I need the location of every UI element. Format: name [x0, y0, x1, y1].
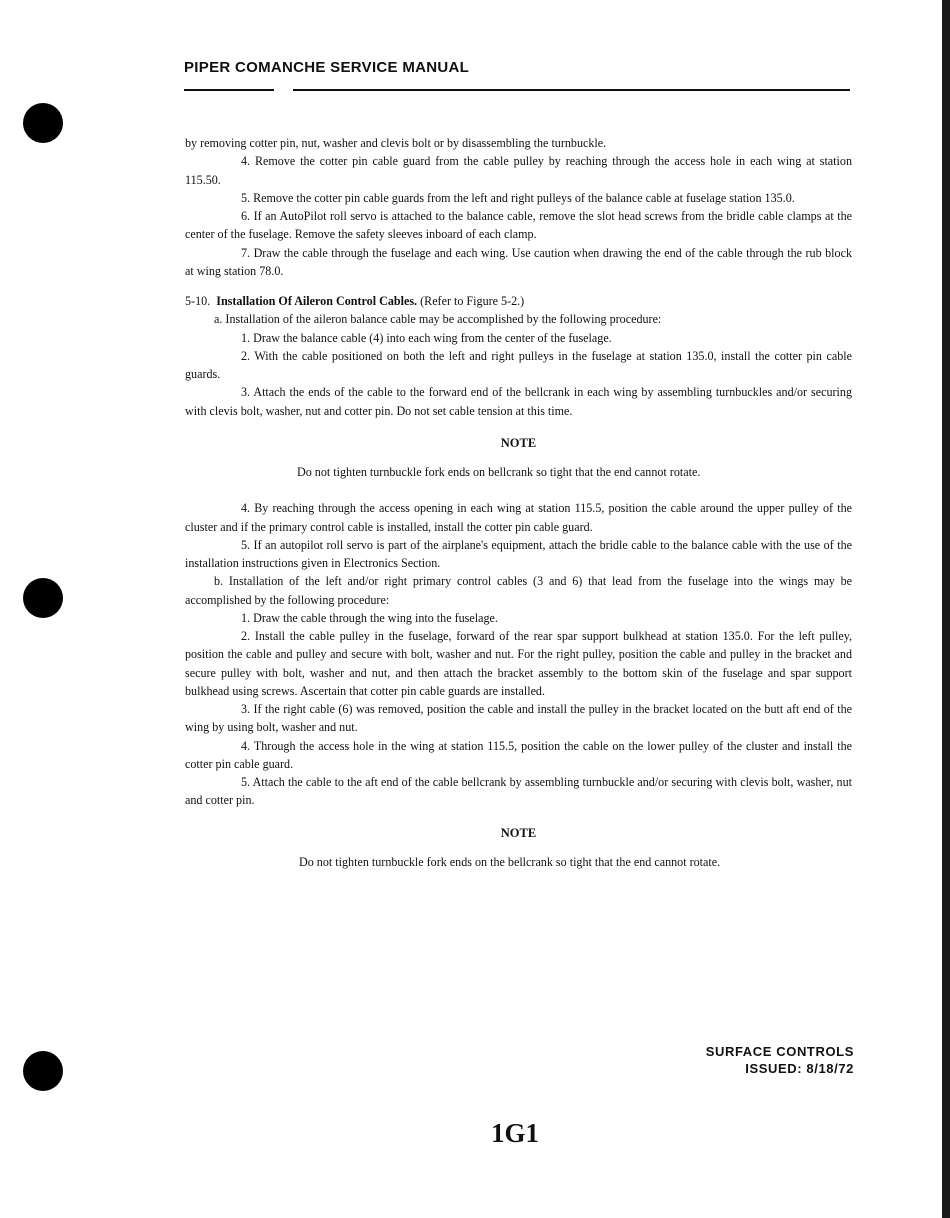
page-body	[185, 134, 852, 871]
procedure-a-step-5: 5. If an autopilot roll servo is part of the airplane's equipment, attach the bridle cable to the balance cable with the use of the installation instructions given in Electronics Section.	[185, 537, 852, 570]
section-heading	[185, 292, 852, 310]
paragraph-continuation: by removing cotter pin, nut, washer and clevis bolt or by disassembling the turnbuckle.	[185, 136, 607, 150]
procedure-a-step-4: 4. By reaching through the access opening in each wing at station 115.5, position the cable around the upper pulley of the cluster and if the primary control cable is installed, install the cotter pin cable guard.	[185, 501, 852, 534]
procedure-b-step-4: 4. Through the access hole in the wing at station 115.5, position the cable on the lower pulley of the cluster and install the cotter pin cable guard.	[185, 738, 852, 771]
procedure-b-step-2: 2. Install the cable pulley in the fuselage, forward of the rear spar support bulkhead at station 135.0. For the left pulley, position the cable and pulley and secure with bolt, washer and nut. For the right pulley, position the cable and pulley in the bracket and secure pulley with bolt, washer and nut, and then attach the bracket assembly to the bottom skin of the fuselage and spar support bulkhead using screws. Ascertain that cotter pin cable guards are installed.	[185, 629, 852, 698]
step-7-removal: 7. Draw the cable through the fuselage and each wing. Use caution when drawing the end of the cable through the rub block at wing station 78.0.	[185, 245, 852, 278]
step-6-removal: 6. If an AutoPilot roll servo is attached to the balance cable, remove the slot head screws from the bridle cable clamps at the center of the fuselage. Remove the safety sleeves inboard of each clamp.	[185, 209, 852, 242]
procedure-b-step-3: 3. If the right cable (6) was removed, position the cable and install the pulley in the bracket located on the butt aft end of the wing by using bolt, washer and nut.	[185, 702, 852, 735]
page-number: 1G1	[490, 1118, 539, 1148]
note-text: Do not tighten turnbuckle fork ends on bellcrank so tight that the end cannot rotate.	[297, 465, 701, 479]
step-4-removal: 4. Remove the cotter pin cable guard from the cable pulley by reaching through the access hole in each wing at station 115.50.	[185, 154, 852, 187]
procedure-a-step-1: 1. Draw the balance cable (4) into each wing from the center of the fuselage.	[241, 330, 612, 345]
step-5-removal: 5. Remove the cotter pin cable guards from the left and right pulleys of the balance cable at fuselage station 135.0.	[241, 190, 795, 205]
section-title: Installation Of Aileron Control Cables.	[216, 294, 418, 308]
header-rule-right	[293, 89, 850, 91]
procedure-a-intro: a. Installation of the aileron balance cable may be accomplished by the following procedure:	[214, 312, 662, 327]
binder-hole-top	[23, 103, 63, 143]
page-edge-shadow	[942, 0, 950, 1218]
note-text: Do not tighten turnbuckle fork ends on the bellcrank so tight that the end cannot rotate.	[299, 854, 721, 869]
note-heading: NOTE	[500, 825, 537, 840]
binder-hole-bottom	[23, 1051, 63, 1091]
section-number: 5-10.	[185, 294, 211, 308]
procedure-b-step-5: 5. Attach the cable to the aft end of the cable bellcrank by assembling turnbuckle and/or securing with clevis bolt, washer, nut and cotter pin.	[185, 775, 852, 808]
footer-issue-date: ISSUED: 8/18/72	[745, 1061, 854, 1076]
header-rule-left	[184, 89, 274, 91]
footer-section-name: SURFACE CONTROLS	[705, 1044, 854, 1059]
binder-hole-middle	[23, 578, 63, 618]
footer-section-info	[706, 1043, 854, 1077]
procedure-a-step-2: 2. With the cable positioned on both the left and right pulleys in the fuselage at station 135.0, install the cotter pin cable guards.	[185, 348, 852, 381]
manual-title: PIPER COMANCHE SERVICE MANUAL	[184, 59, 470, 76]
procedure-a-step-3: 3. Attach the ends of the cable to the forward end of the bellcrank in each wing by assembling turnbuckles and/or securing with clevis bolt, washer, nut and cotter pin. Do not set cable tension at this time.	[185, 385, 852, 418]
procedure-b-step-1: 1. Draw the cable through the wing into the fuselage.	[241, 610, 498, 625]
section-figure-ref: (Refer to Figure 5-2.)	[420, 294, 525, 308]
note-heading: NOTE	[500, 435, 537, 450]
procedure-b-intro: b. Installation of the left and/or right primary control cables (3 and 6) that lead from the fuselage into the wings may be accomplished by the following procedure:	[185, 574, 852, 607]
